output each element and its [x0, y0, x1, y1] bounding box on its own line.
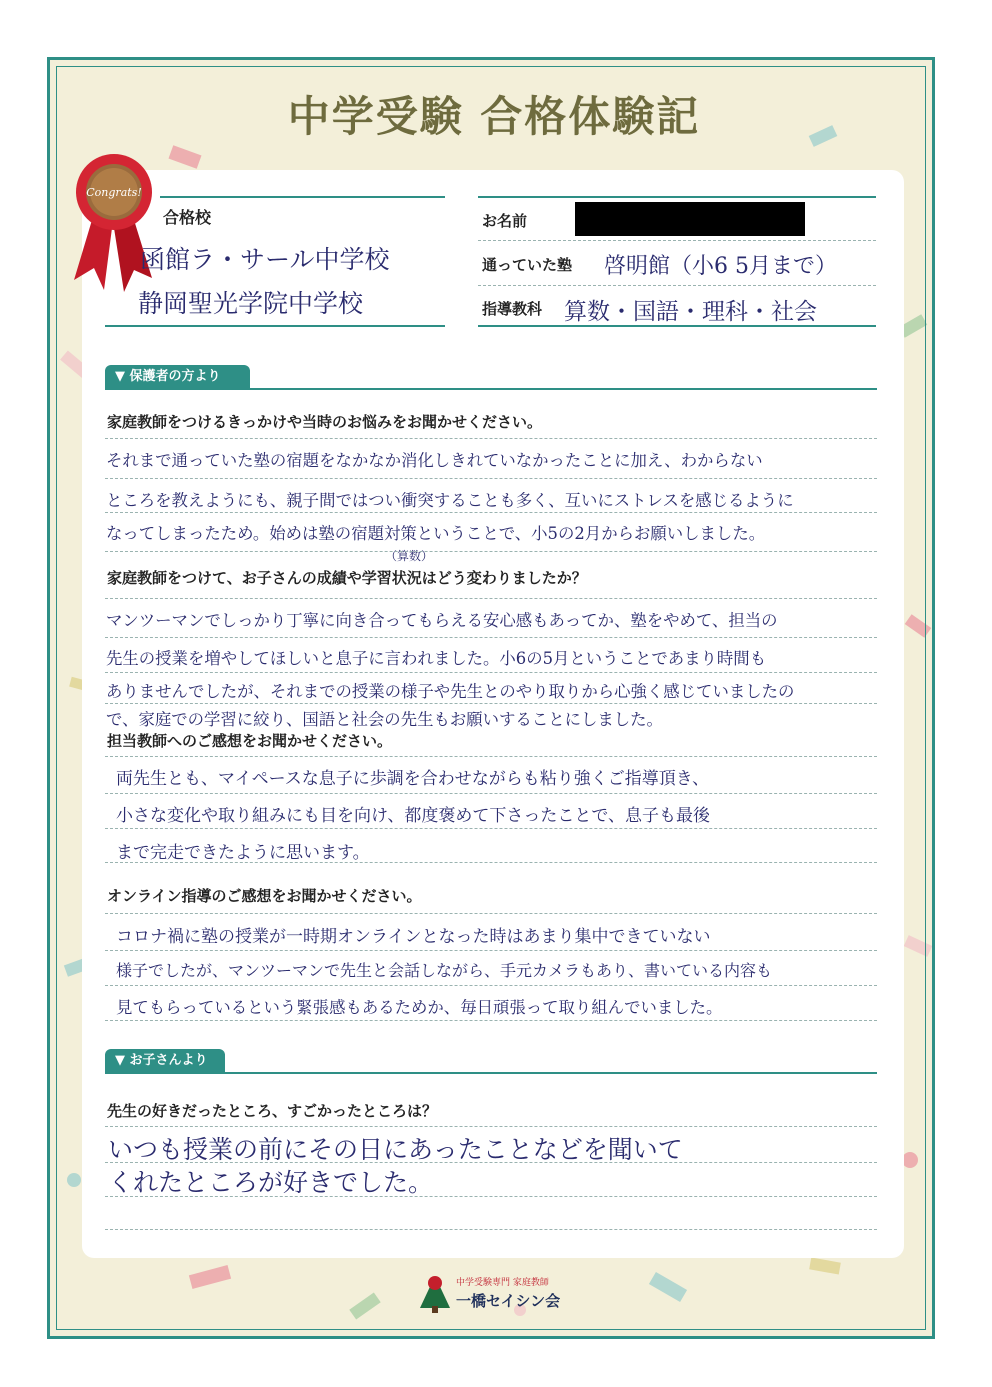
- child-rule-0: [105, 1126, 877, 1127]
- name-label: お名前: [482, 212, 528, 230]
- q4-rule-1: [105, 950, 877, 951]
- guardian-section-rule: [105, 388, 877, 390]
- q1-rule-0: [105, 438, 877, 439]
- footer-brand: 一橋セイシン会: [456, 1292, 561, 1310]
- guardian-a4-line1: コロナ禍に塾の授業が一時期オンラインとなった時はあまり集中できていない: [116, 927, 711, 947]
- guardian-a1-line1: それまで通っていた塾の宿題をなかなか消化しきれていなかったことに加え、わからない: [106, 451, 763, 470]
- child-section-tab: ▼ お子さんより: [105, 1049, 225, 1073]
- guardian-a1-annotation: （算数）: [385, 549, 434, 563]
- cram-label: 通っていた塾: [482, 256, 573, 274]
- q4-rule-0: [105, 913, 877, 914]
- info-bottom-rule: [478, 325, 876, 327]
- guardian-q4: オンライン指導のご感想をお聞かせください。: [107, 887, 422, 905]
- subjects-value: 算数・国語・理科・社会: [564, 299, 817, 325]
- q3-rule-1: [105, 793, 877, 794]
- q2-rule-1: [105, 637, 877, 638]
- guardian-section-tab: ▼ 保護者の方より: [105, 365, 250, 389]
- page-title: 中学受験 合格体験記: [287, 92, 701, 141]
- q1-rule-1: [105, 478, 877, 479]
- info-top-rule: [478, 196, 876, 198]
- school-2: 静岡聖光学院中学校: [138, 289, 364, 318]
- guardian-a1-line2: ところを教えようにも、親子間ではつい衝突することも多く、互いにストレスを感じるように: [106, 491, 794, 510]
- q4-rule-2: [105, 985, 877, 986]
- child-rule-3: [105, 1229, 877, 1230]
- guardian-a4-line2: 様子でしたが、マンツーマンで先生と会話しながら、手元カメラもあり、書いている内容も: [116, 961, 773, 980]
- name-rule: [478, 240, 876, 241]
- child-a1-line2: くれたところが好きでした。: [108, 1168, 434, 1197]
- guardian-a3-line2: 小さな変化や取り組みにも目を向け、都度褒めて下さったことで、息子も最後: [116, 806, 710, 826]
- q4-rule-3: [105, 1020, 877, 1021]
- guardian-a2-line3: ありませんでしたが、それまでの授業の様子や先生とのやり取りから心強く感じていましたの: [106, 682, 795, 701]
- guardian-a4-line3: 見てもらっているという緊張感もあるためか、毎日頑張って取り組んでいました。: [116, 998, 723, 1017]
- cram-value: 啓明館（小6 5月まで）: [604, 254, 837, 279]
- guardian-a3-line1: 両先生とも、マイペースな息子に歩調を合わせながらも粘り強くご指導頂き、: [116, 769, 710, 789]
- guardian-a1-line3: なってしまったため。始めは塾の宿題対策ということで、小5の2月からお願いしました。: [106, 524, 766, 543]
- name-redaction: [575, 202, 805, 236]
- child-section-rule: [105, 1072, 877, 1074]
- q2-rule-3: [105, 703, 877, 704]
- q3-rule-0: [105, 756, 877, 757]
- school-1: 函館ラ・サール中学校: [140, 245, 390, 274]
- q3-rule-2: [105, 828, 877, 829]
- guardian-a2-line1: マンツーマンでしっかり丁寧に向き合ってもらえる安心感もあってか、塾をやめて、担当の: [106, 611, 778, 630]
- guardian-q3: 担当教師へのご感想をお聞かせください。: [107, 732, 393, 750]
- guardian-q2: 家庭教師をつけて、お子さんの成績や学習状況はどう変わりましたか？: [107, 569, 587, 587]
- school-bottom-rule: [105, 325, 445, 327]
- brand-logo-icon: [418, 1272, 452, 1314]
- rosette-text: Congrats!: [86, 186, 142, 199]
- guardian-q1: 家庭教師をつけるきっかけや当時のお悩みをお聞かせください。: [107, 413, 543, 431]
- guardian-a2-line2: 先生の授業を増やしてほしいと息子に言われました。小6の5月ということであまり時間も: [106, 649, 767, 668]
- child-q1: 先生の好きだったところ、すごかったところは？: [107, 1102, 438, 1120]
- school-label: 合格校: [163, 208, 212, 227]
- q3-rule-3: [105, 862, 877, 863]
- footer-tagline: 中学受験専門 家庭教師: [456, 1278, 549, 1288]
- child-a1-line1: いつも授業の前にその日にあったことなどを聞いて: [108, 1135, 683, 1164]
- subjects-label: 指導教科: [482, 300, 543, 318]
- school-top-rule: [160, 196, 445, 198]
- guardian-a2-line4: で、家庭での学習に絞り、国語と社会の先生もお願いすることにしました。: [106, 710, 663, 729]
- guardian-a3-line3: まで完走できたように思います。: [116, 843, 370, 863]
- q2-rule-0: [105, 598, 877, 599]
- child-rule-2: [105, 1196, 877, 1197]
- q2-rule-2: [105, 672, 877, 673]
- cram-rule: [478, 285, 876, 286]
- q1-rule-3: [105, 551, 877, 552]
- q1-rule-2: [105, 512, 877, 513]
